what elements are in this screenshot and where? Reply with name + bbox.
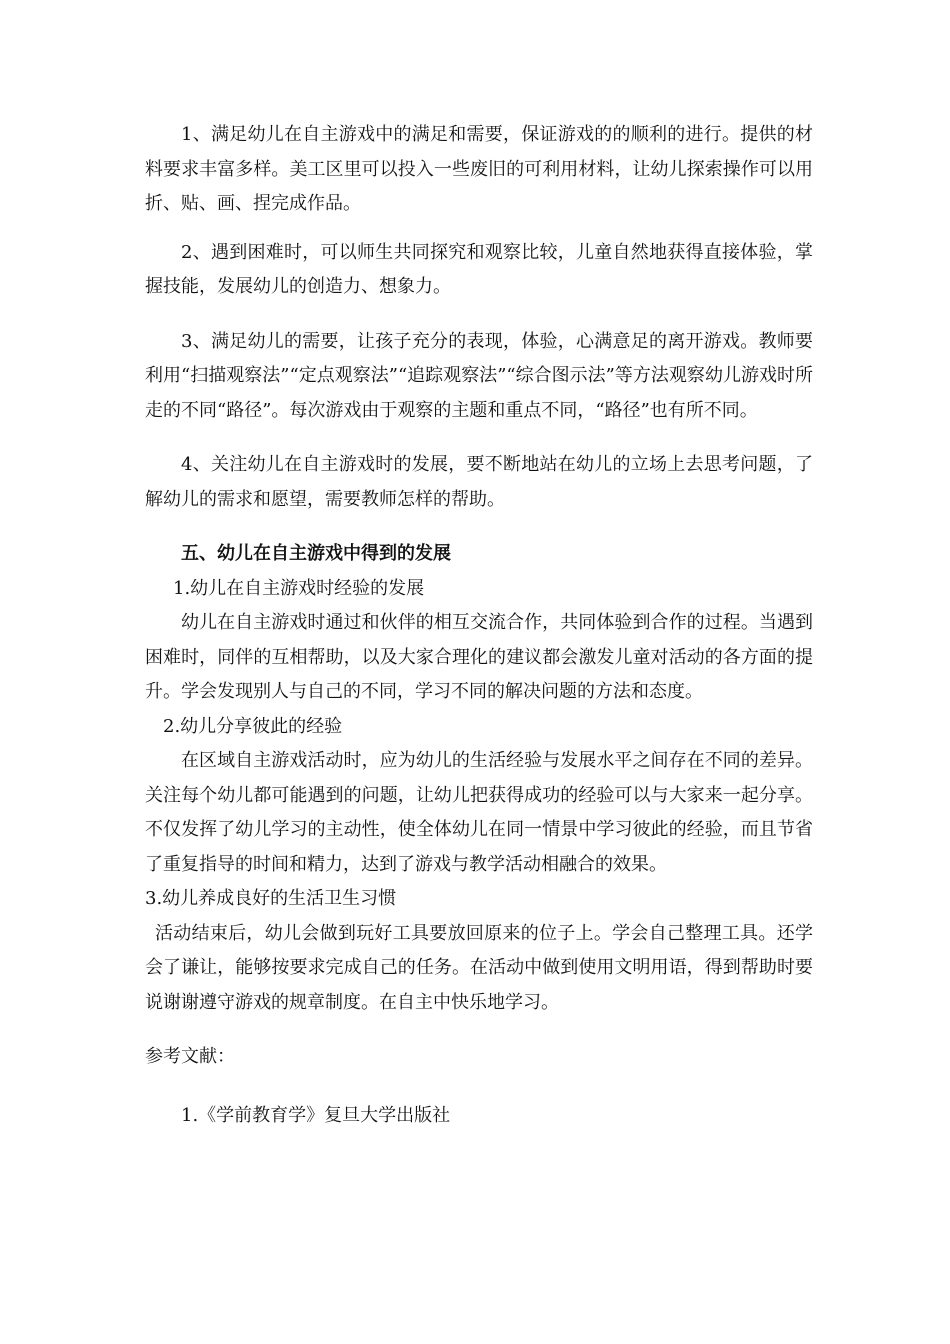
references-title: 参考文献： xyxy=(145,1046,235,1067)
section-heading: 五、幼儿在自主游戏中得到的发展 xyxy=(181,543,451,564)
paragraph-2: 2、遇到困难时，可以师生共同探究和观察比较，儿童自然地获得直接体验，掌握技能，发展幼儿的创造力、想象力。 xyxy=(145,241,813,297)
subsection-1-body: 幼儿在自主游戏时通过和伙伴的相互交流合作，共同体验到合作的过程。当遇到困难时，同伴的互相帮助，以及大家合理化的建议都会激发儿童对活动的各方面的提升。学会发现别人与自己的不同，学习不同的解决问题的方法和态度。 xyxy=(145,612,813,702)
subsection-3-body: 活动结束后，幼儿会做到玩好工具要放回原来的位子上。学会自己整理工具。还学会了谦让，能够按要求完成自己的任务。在活动中做到使用文明用语，得到帮助时要说谢谢遵守游戏的规章制度。在自主中快乐地学习。 xyxy=(145,922,813,1013)
paragraph-4: 4、关注幼儿在自主游戏时的发展，要不断地站在幼儿的立场上去思考问题，了解幼儿的需求和愿望，需要教师怎样的帮助。 xyxy=(145,454,813,510)
subsection-2-body: 在区域自主游戏活动时，应为幼儿的生活经验与发展水平之间存在不同的差异。关注每个幼儿都可能遇到的问题，让幼儿把获得成功的经验可以与大家来一起分享。不仅发挥了幼儿学习的主动性，使全体幼儿在同一情景中学习彼此的经验，而且节省了重复指导的时间和精力，达到了游戏与教学活动相融合的效果。 xyxy=(145,750,813,875)
subsection-2-title: 2.幼儿分享彼此的经验 xyxy=(163,715,343,737)
subsection-3-title: 3.幼儿养成良好的生活卫生习惯 xyxy=(145,888,397,909)
paragraph-1: 1、满足幼儿在自主游戏中的满足和需要，保证游戏的的顺利的进行。提供的材料要求丰富多样。美工区里可以投入一些废旧的可利用材料，让幼儿探索操作可以用折、贴、画、捏完成作品。 xyxy=(145,124,813,214)
paragraph-3: 3、满足幼儿的需要，让孩子充分的表现，体验，心满意足的离开游戏。教师要利用“扫描观察法”“定点观察法”“追踪观察法”“综合图示法”等方法观察幼儿游戏时所走的不同“路径”。每次游戏由于观察的主题和重点不同，“路径”也有所不同。 xyxy=(145,330,813,421)
reference-item: 1.《学前教育学》复旦大学出版社 xyxy=(181,1104,451,1126)
document-page xyxy=(145,118,813,1133)
subsection-1-title: 1.幼儿在自主游戏时经验的发展 xyxy=(173,577,425,599)
